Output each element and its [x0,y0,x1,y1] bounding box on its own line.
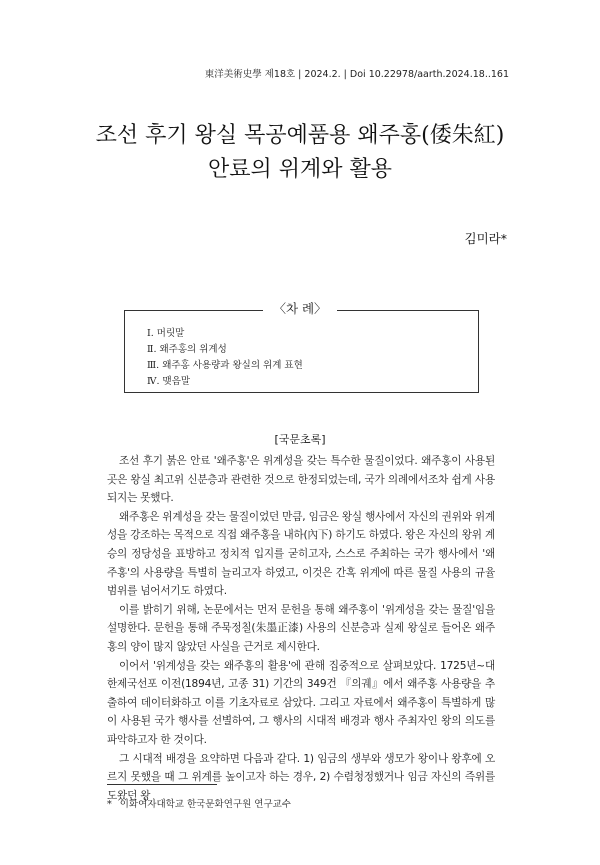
toc-list [147,326,303,390]
abstract-paragraph: 이어서 '위계성을 갖는 왜주홍의 활용'에 관해 집중적으로 살펴보았다. 1725년~대한제국선포 이전(1894년, 고종 31) 기간의 349건 『의궤』에서 왜주홍 사용량을 추출하여 데이터화하고 이를 기초자료로 삼았다. 그리고 자료에서 왜주홍이 특별하게 많이 사용된 국가 행사를 선별하여, 그 행사의 시대적 배경과 행사 주최자인 왕의 의도를 파악하고자 한 것이다. [107,659,495,746]
toc-title-wrap [0,298,600,317]
toc-item: Ⅱ. 왜주홍의 위계성 [147,344,227,355]
journal-header: 東洋美術史學 제18호 | 2024.2. | Doi 10.22978/aarth.2024.18..161 [204,69,509,80]
footnote-mark: * [107,799,112,810]
abstract-body [107,452,495,805]
footnote-text: 이화여자대학교 한국문화연구원 연구교수 [119,799,291,810]
footnote-divider [107,784,217,785]
toc-item: Ⅰ. 머릿말 [147,328,185,339]
toc-title: 〈차 례〉 [263,301,336,316]
abstract-paragraph: 이를 밝히기 위해, 논문에서는 먼저 문헌을 통해 왜주홍이 '위계성을 갖는 물질'임을 설명한다. 문헌을 통해 주묵정칠(朱墨正漆) 사용의 신분층과 실제 왕실로 들어온 왜주홍의 양이 많지 않았던 사실을 근거로 제시한다. [107,603,495,653]
abstract-paragraph: 그 시대적 배경을 요약하면 다음과 같다. 1) 임금의 생부와 생모가 왕이나 왕후에 오르지 못했을 때 그 위계를 높이고자 하는 경우, 2) 수렴청정했거나 임금 자신의 즉위를 도왔던 왕 [107,752,495,802]
paper-title-line-1: 조선 후기 왕실 목공예품용 왜주홍(倭朱紅) [95,123,505,148]
paper-title-line-2: 안료의 위계와 활용 [207,157,392,182]
toc-item: Ⅲ. 왜주홍 사용량과 왕실의 위계 표현 [147,360,303,371]
abstract-paragraph: 조선 후기 붉은 안료 '왜주홍'은 위계성을 갖는 특수한 물질이었다. 왜주홍이 사용된 곳은 왕실 최고위 신분층과 관련한 것으로 한정되었는데, 국가 의례에서조차 쉽게 사용되지는 못했다. [107,455,495,505]
toc-item: Ⅳ. 맺음말 [147,376,191,387]
abstract-heading: [국문초록] [274,433,326,446]
abstract-paragraph: 왜주홍은 위계성을 갖는 물질이었던 만큼, 임금은 왕실 행사에서 자신의 권위와 위계성을 강조하는 목적으로 직접 왜주홍을 내하(內下) 하기도 하였다. 왕은 자신의 왕위 계승의 정당성을 표방하고 정치적 입지를 굳히고자, 스스로 주최하는 국가 행사에서 '왜주홍'의 사용량을 특별히 늘리고자 하였고, 이것은 간혹 위계에 따른 물질 사용의 규율 범위를 넘어서기도 하였다. [107,510,495,598]
footnote [107,796,291,810]
author-name: 김미라* [464,231,507,246]
